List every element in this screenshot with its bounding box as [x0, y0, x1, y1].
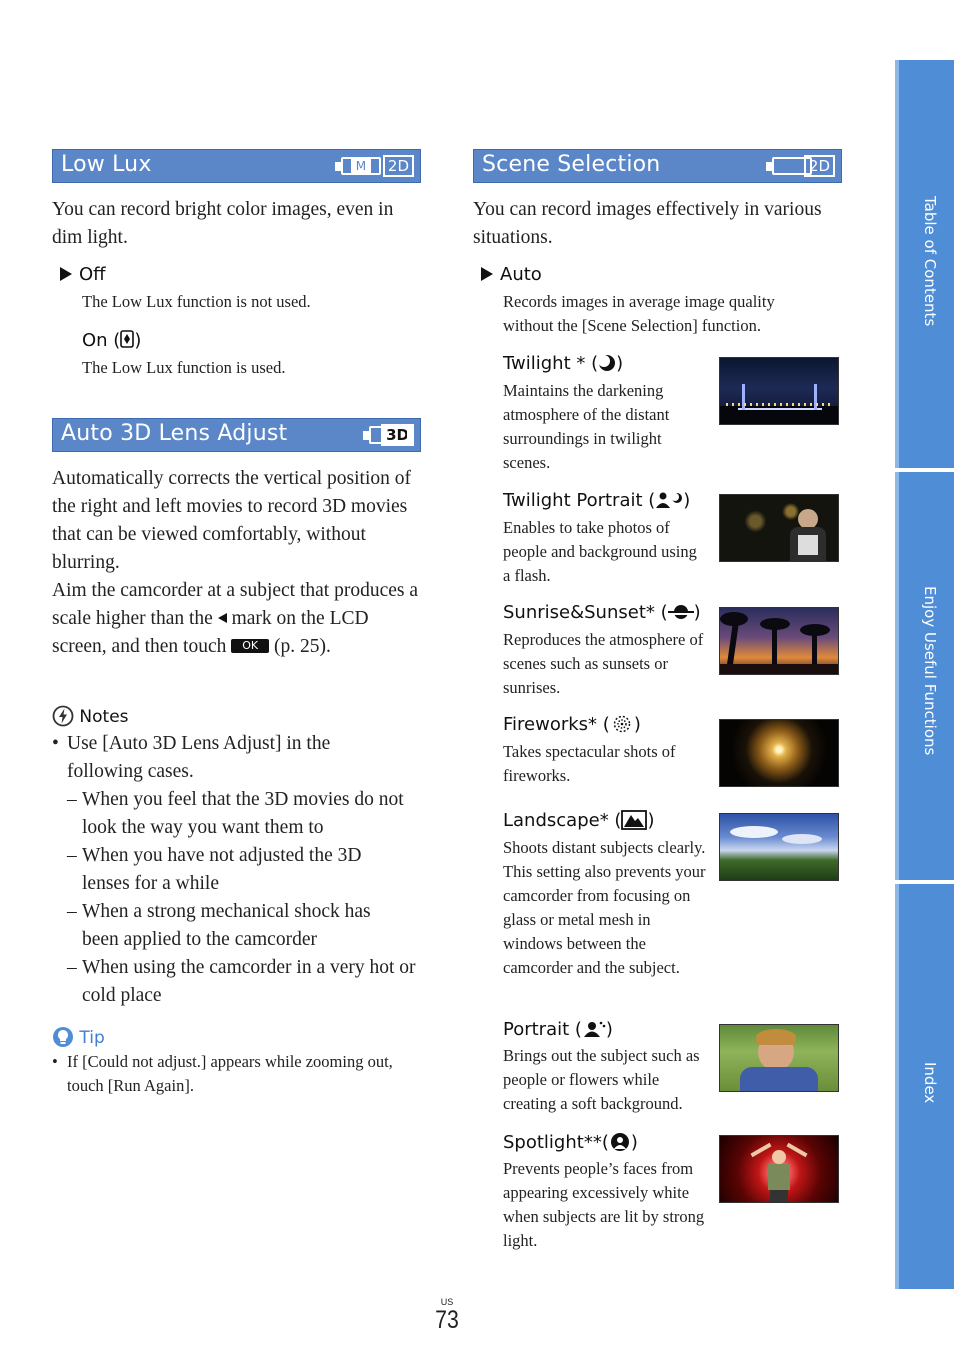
twilight-portrait-sample-image	[719, 494, 839, 562]
auto-3d-aim-instruction	[52, 577, 422, 661]
scene-option-twilight[interactable]: Twilight * ( )	[503, 353, 624, 374]
scene-option-twilight-portrait[interactable]: Twilight Portrait ( )	[503, 490, 691, 511]
scene-option-portrait-desc: Brings out the subject such as people or flowers while creating a soft background.	[503, 1046, 700, 1113]
list-item: – When you have not adjusted the 3D lenses for a while	[67, 842, 427, 898]
sidebar-tab-index[interactable]	[895, 884, 954, 1289]
scene-option-fireworks-desc: Takes spectacular shots of fireworks.	[503, 742, 676, 785]
notes-intro: Use [Auto 3D Lens Adjust] in the following cases.	[67, 733, 331, 782]
notes-heading	[52, 705, 129, 727]
dimension-tag: 2D	[804, 155, 835, 177]
aim-text-3: (p. 25).	[273, 636, 331, 657]
note-item-text: When using the camcorder in a very hot or cold place	[82, 957, 416, 1006]
twilight-portrait-icon	[655, 491, 683, 509]
tip-label: Tip	[79, 1028, 105, 1048]
scene-option-fireworks[interactable]: Fireworks* ( )	[503, 714, 641, 735]
ok-button: OK	[231, 639, 269, 653]
dimension-tag: 2D	[383, 155, 414, 177]
dimension-tag: 3D	[381, 424, 414, 446]
option-label: Sunrise&Sunset* (	[503, 602, 668, 623]
scene-option-landscape[interactable]: Landscape* ( )	[503, 810, 655, 831]
aim-text-1: Aim the camcorder at a subject that produces a scale higher than the	[52, 580, 419, 629]
auto-3d-badge	[369, 424, 414, 446]
low-lux-header	[52, 149, 421, 183]
moon-icon	[598, 354, 616, 372]
sidebar-tab-label: Index	[921, 1062, 939, 1104]
region-code: US	[440, 1297, 454, 1307]
landscape-sample-image	[719, 813, 839, 881]
low-lux-option-on-desc: The Low Lux function is used.	[82, 358, 286, 377]
selected-arrow-icon	[481, 267, 493, 281]
scene-option-sunrise-sunset-desc: Reproduces the atmosphere of scenes such as sunsets or sunrises.	[503, 630, 704, 697]
low-lux-badge	[341, 155, 414, 177]
option-label: Fireworks* (	[503, 714, 610, 735]
selected-arrow-icon	[60, 267, 72, 281]
auto-3d-title: Auto 3D Lens Adjust	[61, 421, 288, 446]
camcorder-icon	[772, 157, 812, 175]
sidebar-tab-label: Table of Contents	[921, 196, 939, 327]
list-item: – When a strong mechanical shock has been applied to the camcorder	[67, 898, 427, 954]
notes-bullet: • Use [Auto 3D Lens Adjust] in the following cases.	[52, 730, 422, 786]
mountain-icon	[621, 810, 647, 830]
sunset-sample-image	[719, 607, 839, 675]
low-lux-icon	[120, 330, 134, 348]
scene-selection-header	[473, 149, 842, 183]
page-number-value: 73	[435, 1306, 459, 1334]
spotlight-icon	[609, 1132, 631, 1152]
scene-option-portrait[interactable]: Portrait ( )	[503, 1019, 613, 1040]
sunset-icon	[668, 603, 694, 621]
tip-heading	[52, 1026, 105, 1048]
scene-option-twilight-portrait-desc: Enables to take photos of people and background using a flash.	[503, 518, 697, 585]
option-label: Auto	[500, 264, 542, 285]
scale-mark-icon	[218, 613, 227, 623]
scene-option-twilight-desc: Maintains the darkening atmosphere of the distant surroundings in twilight scenes.	[503, 381, 670, 472]
scene-option-sunrise-sunset[interactable]: Sunrise&Sunset* ( )	[503, 602, 701, 623]
auto-3d-lens-adjust-header	[52, 418, 421, 452]
scene-option-spotlight-desc: Prevents people’s faces from appearing excessively white when subjects are lit by strong light.	[503, 1159, 705, 1250]
sidebar-tab-enjoy-useful-functions[interactable]	[895, 472, 954, 880]
aim-text-2: mark on the LCD screen, and then touch	[52, 608, 369, 657]
low-lux-option-on[interactable]: On ( )	[82, 330, 142, 351]
scene-option-landscape-desc: Shoots distant subjects clearly. This setting also prevents your camcorder from focusing on glass or metal mesh in windows between the camcorder and the subject.	[503, 838, 706, 977]
note-item-text: When you feel that the 3D movies do not look the way you want them to	[82, 789, 404, 838]
fireworks-sample-image	[719, 719, 839, 787]
auto-3d-description: Automatically corrects the vertical position of the right and left movies to record 3D movies that can be viewed comfortably, without blurring.	[52, 468, 412, 573]
twilight-sample-image	[719, 357, 839, 425]
list-item: – When you feel that the 3D movies do not look the way you want them to	[67, 786, 427, 842]
notes-icon	[52, 705, 74, 727]
option-label: Spotlight**(	[503, 1132, 609, 1153]
fireworks-icon	[610, 715, 634, 733]
mode-m-tag: M	[351, 157, 371, 175]
option-label: Twilight * (	[503, 353, 599, 374]
low-lux-option-off-desc: The Low Lux function is not used.	[82, 292, 311, 311]
scene-option-auto-desc: Records images in average image quality without the [Scene Selection] function.	[503, 292, 775, 335]
scene-selection-badge	[772, 155, 835, 177]
list-item: – When using the camcorder in a very hot or cold place	[67, 954, 427, 1010]
camcorder-icon	[369, 426, 409, 444]
spotlight-sample-image	[719, 1135, 839, 1203]
portrait-sample-image	[719, 1024, 839, 1092]
option-label: Landscape* (	[503, 810, 622, 831]
tip-bullet: • If [Could not adjust.] appears while zooming out, touch [Run Again].	[52, 1050, 422, 1098]
low-lux-option-off[interactable]	[60, 264, 106, 285]
option-label: On (	[82, 330, 121, 351]
scene-selection-title: Scene Selection	[482, 152, 661, 177]
scene-option-auto[interactable]	[481, 264, 542, 285]
portrait-icon	[582, 1020, 606, 1038]
tip-text: If [Could not adjust.] appears while zooming out, touch [Run Again].	[67, 1052, 393, 1095]
option-label: Off	[79, 264, 106, 285]
page-number	[426, 1297, 468, 1333]
camcorder-icon	[341, 157, 381, 175]
note-item-text: When a strong mechanical shock has been applied to the camcorder	[82, 901, 371, 950]
option-label: Twilight Portrait (	[503, 490, 656, 511]
sidebar-tab-table-of-contents[interactable]	[895, 60, 954, 468]
scene-option-spotlight[interactable]: Spotlight**( )	[503, 1132, 638, 1153]
scene-selection-description: You can record images effectively in various situations.	[473, 199, 822, 248]
lightbulb-icon	[52, 1026, 74, 1048]
sidebar-tab-label: Enjoy Useful Functions	[921, 586, 939, 756]
option-label: Portrait (	[503, 1019, 582, 1040]
notes-label: Notes	[79, 707, 129, 727]
note-item-text: When you have not adjusted the 3D lenses for a while	[82, 845, 362, 894]
low-lux-title: Low Lux	[61, 152, 152, 177]
low-lux-description: You can record bright color images, even in dim light.	[52, 199, 394, 248]
